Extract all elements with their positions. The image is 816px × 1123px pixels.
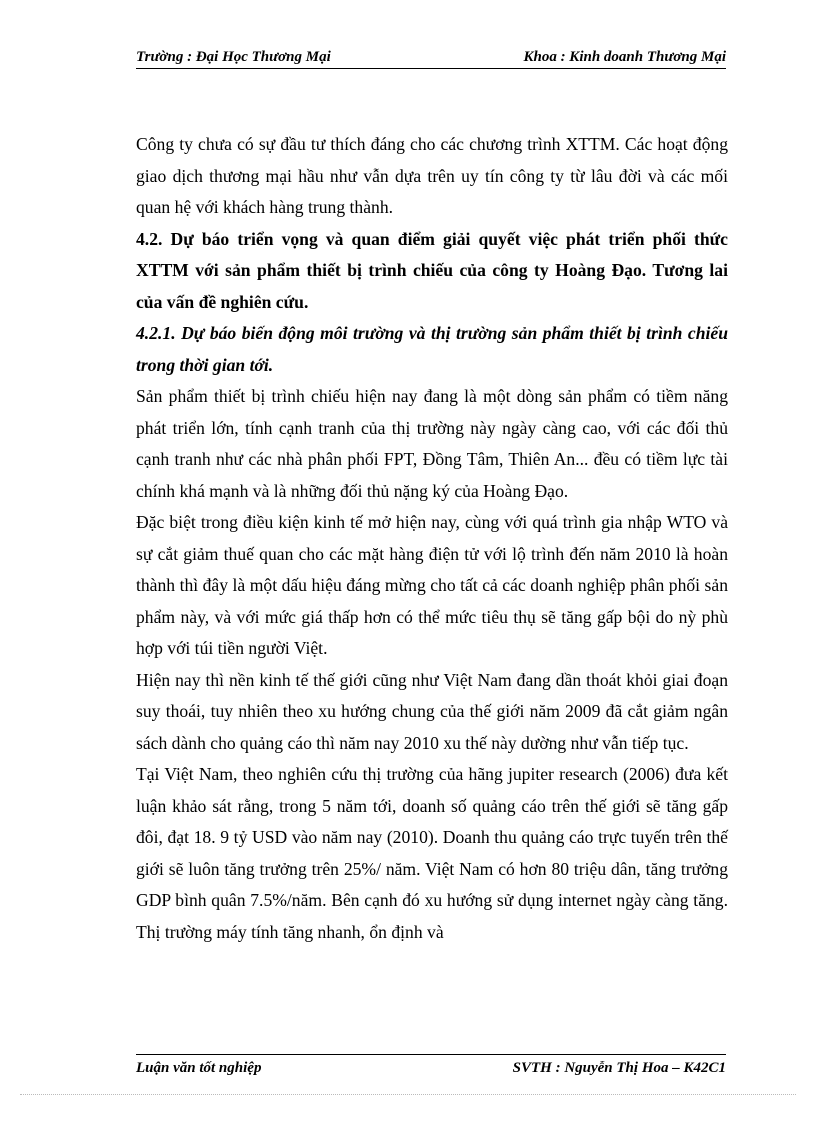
page-break-divider — [20, 1094, 796, 1095]
footer-student: SVTH : Nguyễn Thị Hoa – K42C1 — [512, 1060, 726, 1076]
header-faculty: Khoa : Kinh doanh Thương Mại — [523, 49, 726, 65]
subsection-heading-4-2-1: 4.2.1. Dự báo biến động môi trường và thị trường sản phẩm thiết bị trình chiếu trong thời gian tới. — [136, 323, 728, 375]
page-header — [136, 46, 726, 69]
paragraph-2: Sản phẩm thiết bị trình chiếu hiện nay đang là một dòng sản phẩm có tiềm năng phát triển lớn, tính cạnh tranh của thị trường này ngày càng cao, với các đối thủ cạnh tranh như các nhà phân phối FPT, Đồng Tâm, Thiên An... đều có tiềm lực tài chính khá mạnh và là những đối thủ nặng ký của Hoàng Đạo. — [136, 386, 728, 501]
paragraph-4: Hiện nay thì nền kinh tế thế giới cũng như Việt Nam đang dần thoát khỏi giai đoạn suy thoái, tuy nhiên theo xu hướng chung của thế giới năm 2009 đã cắt giảm ngân sách dành cho quảng cáo thì năm nay 2010 xu thế này dường như vẫn tiếp tục. — [136, 669, 728, 753]
header-school: Trường : Đại Học Thương Mại — [136, 49, 331, 65]
paragraph-3: Đặc biệt trong điều kiện kinh tế mở hiện nay, cùng với quá trình gia nhập WTO và sự cắt giảm thuế quan cho các mặt hàng điện tử với lộ trình đến năm 2010 là hoàn thành thì đây là một dấu hiệu đáng mừng cho tất cả các doanh nghiệp phân phối sản phẩm này, và với mức giá thấp hơn có thể mức tiêu thụ sẽ tăng gấp bội do nỳ phù hợp với túi tiền người Việt. — [136, 512, 728, 658]
paragraph-5: Tại Việt Nam, theo nghiên cứu thị trường của hãng jupiter research (2006) đưa kết luận khảo sát rằng, trong 5 năm tới, doanh số quảng cáo trên thế giới sẽ tăng gấp đôi, đạt 18. 9 tỷ USD vào năm nay (2010). Doanh thu quảng cáo trực tuyến trên thế giới sẽ luôn tăng trưởng trên 25%/ năm. Việt Nam có hơn 80 triệu dân, tăng trưởng GDP bình quân 7.5%/năm. Bên cạnh đó xu hướng sử dụng internet ngày càng tăng. Thị trường máy tính tăng nhanh, ổn định và — [136, 764, 728, 942]
page-footer — [136, 1054, 726, 1079]
footer-thesis-label: Luận văn tốt nghiệp — [136, 1060, 262, 1076]
document-body — [136, 129, 728, 948]
section-heading-4-2: 4.2. Dự báo triển vọng và quan điểm giải quyết việc phát triển phối thức XTTM với sản phẩm thiết bị trình chiếu của công ty Hoàng Đạo. Tương lai của vấn đề nghiên cứu. — [136, 228, 728, 312]
paragraph-1: Công ty chưa có sự đầu tư thích đáng cho các chương trình XTTM. Các hoạt động giao dịch thương mại hầu như vẫn dựa trên uy tín công ty từ lâu đời và các mối quan hệ với khách hàng trung thành. — [136, 134, 728, 217]
